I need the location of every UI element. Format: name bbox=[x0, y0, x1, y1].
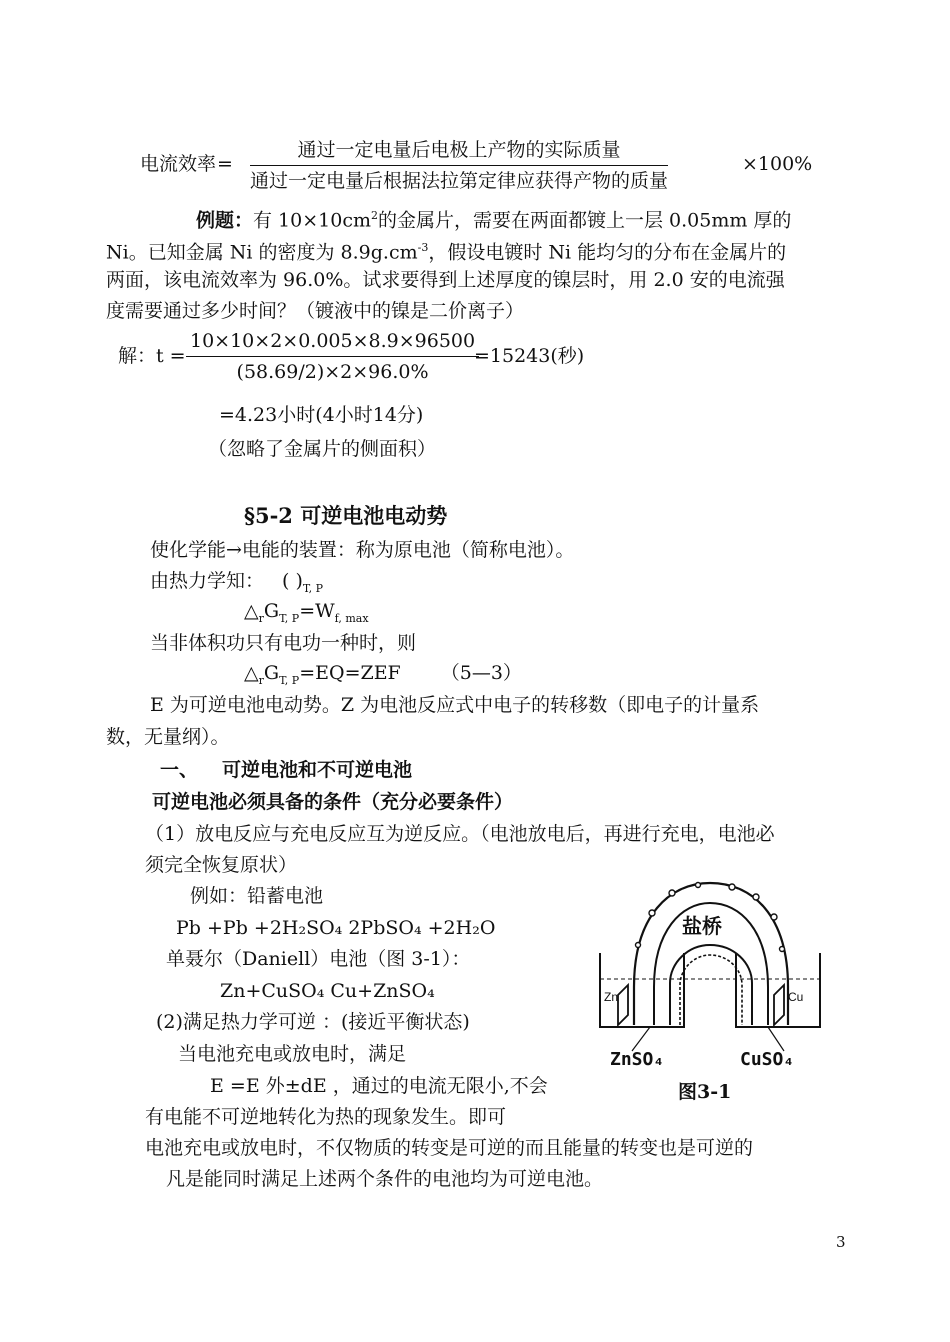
efficiency-denominator: 通过一定电量后根据法拉第定律应获得产物的质量 bbox=[250, 170, 669, 192]
daniell-equation: Zn+CuSO₄ Cu+ZnSO₄ bbox=[220, 980, 435, 1002]
solution-fraction bbox=[186, 328, 479, 385]
page-number: 3 bbox=[836, 1233, 846, 1251]
formula-5-3: $\triangle_rG_{T, P}=EQ=ZEF$ （5—3） bbox=[244, 662, 522, 687]
solution-denominator: (58.69/2)×2×96.0% bbox=[236, 361, 429, 383]
salt-bridge-label: 盐桥 bbox=[682, 914, 722, 938]
section-p1: 使化学能→电能的装置：称为原电池（简称电池）。 bbox=[150, 539, 575, 561]
section-p3: 当非体积功只有电功一种时，则 bbox=[150, 632, 417, 654]
example-label: 例题： bbox=[196, 209, 254, 232]
solution-prefix: 解：t = bbox=[118, 345, 186, 367]
subsection-title: 可逆电池和不可逆电池 bbox=[222, 759, 413, 781]
formula-gibbs-work: $\triangle_rG_{T, P}=W_{f, max}$ bbox=[244, 600, 369, 625]
efficiency-eq: = bbox=[217, 153, 233, 175]
section-p4-line2: 数，无量纲）。 bbox=[106, 726, 230, 748]
cu-electrode-label: Cu bbox=[788, 990, 804, 1004]
condition-1-line1: （1）放电反应与充电反应互为逆反应。（电池放电后，再进行充电，电池必 bbox=[145, 823, 775, 845]
fraction-bar bbox=[186, 356, 479, 357]
example-line-1: 例题：有 $10\times 10cm^2$的金属片，需要在两面都镀上一层 0.05mm 厚的 bbox=[196, 209, 792, 232]
example-line-4: 度需要通过多少时间？（镀液中的镍是二价离子） bbox=[106, 300, 525, 322]
figure-caption: 图3-1 bbox=[678, 1081, 732, 1103]
lead-battery-equation: Pb +Pb +2H₂SO₄ 2PbSO₄ +2H₂O bbox=[176, 917, 496, 939]
condition-2-line-b: E =E 外±dE ，通过的电流无限小,不会 bbox=[210, 1075, 548, 1097]
section-title: §5-2 可逆电池电动势 bbox=[244, 503, 448, 528]
cuso4-label: CuSO₄ bbox=[740, 1049, 795, 1070]
condition-2-line-d: 电池充电或放电时，不仅物质的转变是可逆的而且能量的转变也是可逆的 bbox=[145, 1137, 754, 1159]
daniell-cell-label: 单聂尔（Daniell）电池（图 3-1）： bbox=[166, 948, 471, 970]
solution-note: （忽略了金属片的侧面积） bbox=[208, 438, 437, 460]
example-line-2: Ni。已知金属 Ni 的密度为 $8.9g.cm^{-3}$，假设电镀时 Ni 能均匀的分布在金属片的 bbox=[106, 241, 787, 264]
daniell-cell-diagram bbox=[592, 875, 830, 1075]
section-p2: 由热力学知： ( )$_{T, P}$ bbox=[150, 570, 324, 595]
condition-2-line-a: 当电池充电或放电时，满足 bbox=[178, 1043, 407, 1065]
conditions-title: 可逆电池必须具备的条件（充分必要条件） bbox=[152, 791, 514, 813]
equation-number: （5—3） bbox=[440, 662, 522, 684]
condition-2-line-e: 凡是能同时满足上述两个条件的电池均为可逆电池。 bbox=[166, 1168, 604, 1190]
condition-2: (2)满足热力学可逆 ：(接近平衡状态) bbox=[156, 1011, 470, 1033]
znso4-label: ZnSO₄ bbox=[610, 1049, 665, 1070]
zn-electrode-label: Zn bbox=[604, 990, 619, 1004]
condition-2-line-c: 有电能不可逆地转化为热的现象发生。即可 bbox=[145, 1106, 507, 1128]
section-p4-line1: E 为可逆电池电动势。Z 为电池反应式中电子的转移数（即电子的计量系 bbox=[150, 694, 760, 716]
subsection-number: 一、 bbox=[160, 759, 199, 781]
solution-hours: =4.23小时(4小时14分) bbox=[219, 404, 424, 426]
example-lead-battery: 例如：铅蓄电池 bbox=[190, 885, 324, 907]
efficiency-numerator: 通过一定电量后电极上产物的实际质量 bbox=[297, 139, 621, 161]
fraction-bar bbox=[250, 165, 668, 166]
solution-result: =15243(秒) bbox=[474, 345, 585, 367]
efficiency-times: ×100% bbox=[742, 153, 813, 175]
efficiency-lhs: 电流效率 bbox=[140, 153, 217, 175]
efficiency-fraction bbox=[250, 137, 668, 194]
condition-1-line2: 须完全恢复原状） bbox=[145, 854, 298, 876]
solution-numerator: 10×10×2×0.005×8.9×96500 bbox=[190, 330, 476, 352]
example-line-3: 两面，该电流效率为 96.0%。试求要得到上述厚度的镍层时，用 2.0 安的电流强 bbox=[106, 269, 785, 291]
